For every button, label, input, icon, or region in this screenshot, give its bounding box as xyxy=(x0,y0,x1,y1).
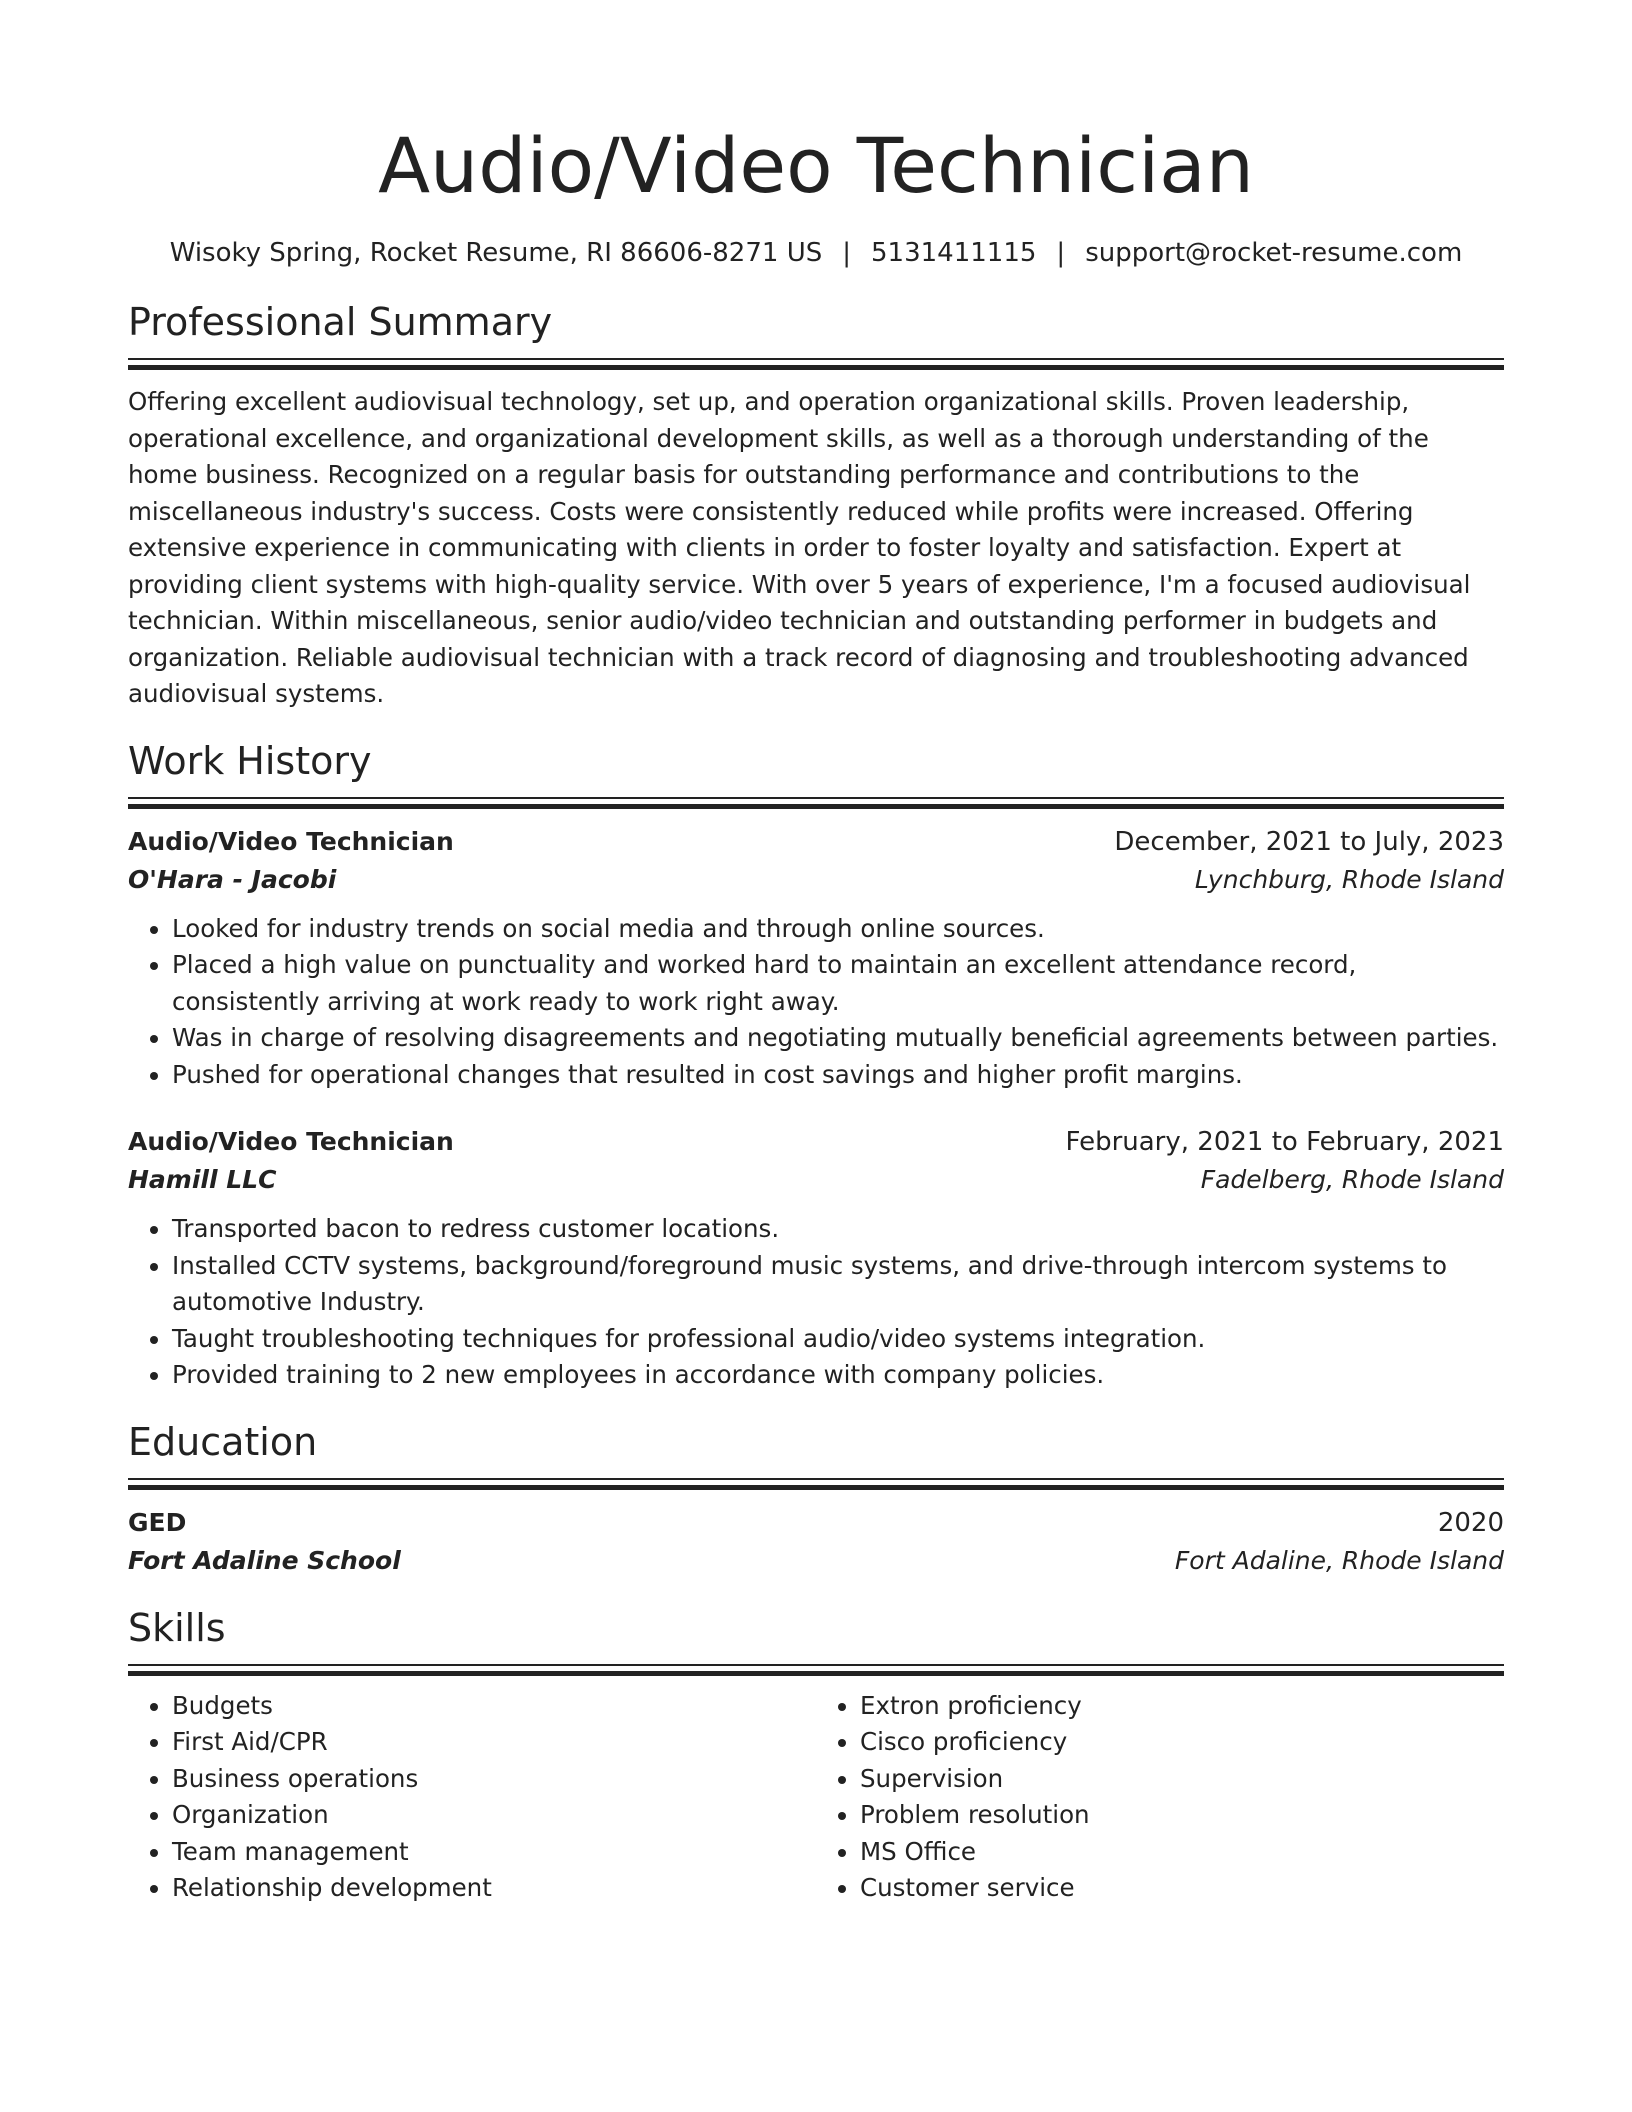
skills-heading: Skills xyxy=(128,1605,226,1650)
job-title: Audio/Video Technician xyxy=(128,826,454,856)
education-year: 2020 xyxy=(1437,1507,1504,1538)
job-bullet: • Installed CCTV systems, background/foreground music systems, and drive-through intercom systems to automotive Industry. xyxy=(172,1248,1504,1321)
job-location: Fadelberg, Rhode Island xyxy=(1200,1165,1504,1194)
skill-item: • Relationship development xyxy=(172,1870,816,1907)
job-location: Lynchburg, Rhode Island xyxy=(1194,864,1504,894)
job-bullets xyxy=(128,1211,1504,1394)
skill-item: • First Aid/CPR xyxy=(172,1724,816,1761)
education-header-row xyxy=(128,1504,1504,1542)
education-school-row xyxy=(128,1542,1504,1580)
education-location: Fort Adaline, Rhode Island xyxy=(1174,1545,1504,1575)
contact-email: support@rocket-resume.com xyxy=(1085,238,1463,268)
skill-item: • Customer service xyxy=(860,1870,1504,1907)
job-header-row xyxy=(128,1123,1504,1161)
summary-section xyxy=(128,298,1504,713)
skills-list-right xyxy=(816,1688,1504,1907)
job-dates: February, 2021 to February, 2021 xyxy=(1065,1127,1504,1157)
work-history-section xyxy=(128,737,1504,1394)
contact-line xyxy=(128,236,1504,270)
skills-columns xyxy=(128,1688,1504,1907)
section-divider xyxy=(128,797,1504,809)
skill-item: • MS Office xyxy=(860,1834,1504,1871)
skills-list-left xyxy=(128,1688,816,1907)
job-company: Hamill LLC xyxy=(128,1165,277,1194)
section-divider xyxy=(128,1478,1504,1490)
job-header-row xyxy=(128,823,1504,861)
section-divider xyxy=(128,358,1504,370)
job-bullet: • Was in charge of resolving disagreements and negotiating mutually beneficial agreements between parties. xyxy=(172,1020,1504,1057)
job-bullet: • Placed a high value on punctuality and worked hard to maintain an excellent attendance record, consistently arriving at work ready to work right away. xyxy=(172,947,1504,1020)
job-company-row xyxy=(128,1161,1504,1199)
skill-item: • Extron proficiency xyxy=(860,1688,1504,1725)
skill-item: • Cisco proficiency xyxy=(860,1724,1504,1761)
job-company: O'Hara - Jacobi xyxy=(128,864,337,894)
summary-heading: Professional Summary xyxy=(128,300,553,344)
skill-item: • Budgets xyxy=(172,1688,816,1725)
job-company-row xyxy=(128,861,1504,899)
skill-item: • Organization xyxy=(172,1797,816,1834)
job-bullet: • Taught troubleshooting techniques for professional audio/video systems integration. xyxy=(172,1321,1504,1358)
education-degree: GED xyxy=(128,1507,187,1537)
resume-name: Audio/Video Technician xyxy=(378,121,1254,210)
skill-item: • Business operations xyxy=(172,1761,816,1798)
summary-text: Offering excellent audiovisual technology, set up, and operation organizational skills. Proven leadership, operational excellence, and organizational development skills, as well as a thorough understanding of the home business. Recognized on a regular basis for outstanding performance and contributions to the miscellaneous industry's success. Costs were consistently reduced while profits were increased. Offering extensive experience in communicating with clients in order to foster loyalty and satisfaction. Expert at providing client systems with high-quality service. With over 5 years of experience, I'm a focused audiovisual technician. Within miscellaneous, senior audio/video technician and outstanding performer in budgets and organization. Reliable audiovisual technician with a track record of diagnosing and troubleshooting advanced audiovisual systems. xyxy=(128,387,1471,708)
contact-phone: 5131411115 xyxy=(871,238,1037,268)
work-history-heading: Work History xyxy=(128,738,372,783)
job-title: Audio/Video Technician xyxy=(128,1127,454,1156)
education-section xyxy=(128,1418,1504,1580)
job-bullet: • Transported bacon to redress customer locations. xyxy=(172,1211,1504,1248)
job-bullet: • Looked for industry trends on social media and through online sources. xyxy=(172,911,1504,948)
education-heading: Education xyxy=(128,1419,318,1464)
section-divider xyxy=(128,1664,1504,1676)
job-bullet: • Pushed for operational changes that resulted in cost savings and higher profit margins. xyxy=(172,1057,1504,1094)
job-bullet: • Provided training to 2 new employees in accordance with company policies. xyxy=(172,1357,1504,1394)
job-dates: December, 2021 to July, 2023 xyxy=(1114,826,1504,857)
skills-section xyxy=(128,1604,1504,1907)
skill-item: • Team management xyxy=(172,1834,816,1871)
contact-separator: | xyxy=(842,238,851,268)
job-entry xyxy=(128,823,1504,1094)
job-bullets xyxy=(128,911,1504,1094)
skill-item: • Problem resolution xyxy=(860,1797,1504,1834)
job-entry xyxy=(128,1123,1504,1394)
contact-separator: | xyxy=(1056,238,1066,268)
skill-item: • Supervision xyxy=(860,1761,1504,1798)
contact-address: Wisoky Spring, Rocket Resume, RI 86606-8271 US xyxy=(169,238,823,268)
education-entry xyxy=(128,1504,1504,1580)
education-school: Fort Adaline School xyxy=(128,1545,401,1575)
